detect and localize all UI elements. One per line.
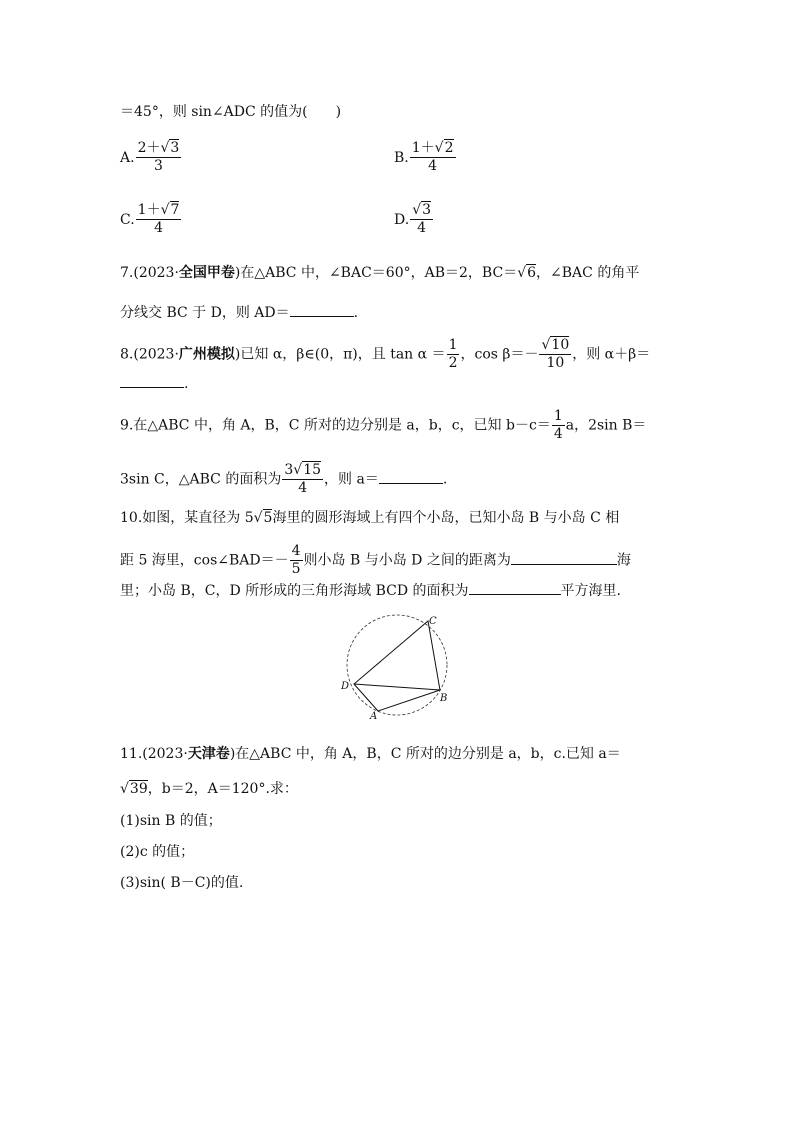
q11-line1: 11.(2023·天津卷)在△ABC 中，角 A，B，C 所对的边分别是 a，b，c.已知 a＝ [120, 746, 621, 762]
q7-source: 全国甲卷 [178, 265, 235, 281]
q11-part-2: (2)c 的值； [120, 844, 195, 860]
q11-line2: √39，b＝2，A＝120°.求： [120, 781, 298, 797]
figure-circle [347, 615, 447, 715]
label-c: C [429, 616, 437, 627]
q7-line2: 分线交 BC 于 D，则 AD＝ . [120, 302, 358, 323]
q11-part-1: (1)sin B 的值； [120, 813, 222, 829]
q9-answer-blank[interactable] [379, 469, 443, 484]
option-d-fraction: $\frac{√3}{4}$ [412, 202, 432, 236]
q8-cos-fraction: $\frac{√10}{10}$ [541, 337, 570, 371]
q8-line1: 8.(2023·广州模拟)已知 α，β∈(0，π)，且 tan α ＝ $\frac{1}{2}$ ，cos β＝－ $\frac{√10}{10}$ ，则 α＋β＝ [120, 337, 651, 371]
q9-line2: 3sin C，△ABC 的面积为 $\frac{3√15}{4}$ ，则 a＝ . [120, 462, 448, 496]
option-a-fraction: $\frac{2+√3}{3}$ [137, 140, 180, 174]
label-a: A [370, 711, 378, 722]
q8-answer-blank[interactable] [120, 373, 184, 388]
q10-line3: 里；小岛 B，C，D 所形成的三角形海域 BCD 的面积为 平方海里. [120, 580, 621, 601]
q11-part-3: (3)sin( B－C)的值. [120, 875, 244, 891]
option-c[interactable]: C. $\frac{1+√7}{4}$ [120, 202, 180, 236]
q9-fraction: $\frac{1}{4}$ [553, 408, 563, 442]
option-a[interactable]: A. $\frac{2+√3}{3}$ [120, 140, 180, 174]
q10-cos-fraction: $\frac{4}{5}$ [291, 543, 301, 577]
figure-quadrilateral [354, 621, 440, 711]
q7-line1: 7.(2023·全国甲卷)在△ABC 中，∠BAC＝60°，AB＝2，BC＝√6，∠BAC 的角平 [120, 265, 640, 281]
q8-line2: . [120, 373, 188, 394]
q9-area-fraction: $\frac{3√15}{4}$ [284, 462, 322, 496]
option-c-fraction: $\frac{1+√7}{4}$ [137, 202, 180, 236]
q10-figure [330, 610, 460, 725]
option-d[interactable]: D. $\frac{√3}{4}$ [394, 202, 432, 236]
q8-source: 广州模拟 [178, 346, 235, 363]
option-b[interactable]: B. $\frac{1+√2}{4}$ [394, 140, 454, 174]
q9-line1: 9.在△ABC 中，角 A，B，C 所对的边分别是 a，b，c，已知 b－c＝ $\frac{1}{4}$ a，2sin B＝ [120, 408, 647, 442]
q11-sqrt: √39 [120, 781, 148, 797]
q10-sqrt: √5 [253, 510, 273, 526]
q6-tail: ＝45°，则 sin∠ADC 的值为( ) [120, 104, 342, 120]
q7-sqrt: √6 [517, 265, 537, 281]
q10-line2: 距 5 海里，cos∠BAD＝－ $\frac{4}{5}$ 则小岛 B 与小岛 D 之间的距离为 海 [120, 543, 631, 577]
q10-answer-blank-1[interactable] [511, 550, 617, 565]
label-d: D [341, 681, 350, 692]
figure-diagonal-bd [354, 684, 440, 690]
q7-answer-blank[interactable] [290, 302, 354, 317]
q10-line1: 10.如图，某直径为 5√5海里的圆形海域上有四个小岛，已知小岛 B 与小岛 C 相 [120, 510, 620, 526]
option-b-fraction: $\frac{1+√2}{4}$ [411, 140, 454, 174]
q11-source: 天津卷 [187, 746, 230, 762]
q8-tan-fraction: $\frac{1}{2}$ [448, 337, 458, 371]
label-b: B [440, 693, 448, 704]
q10-answer-blank-2[interactable] [469, 580, 561, 595]
